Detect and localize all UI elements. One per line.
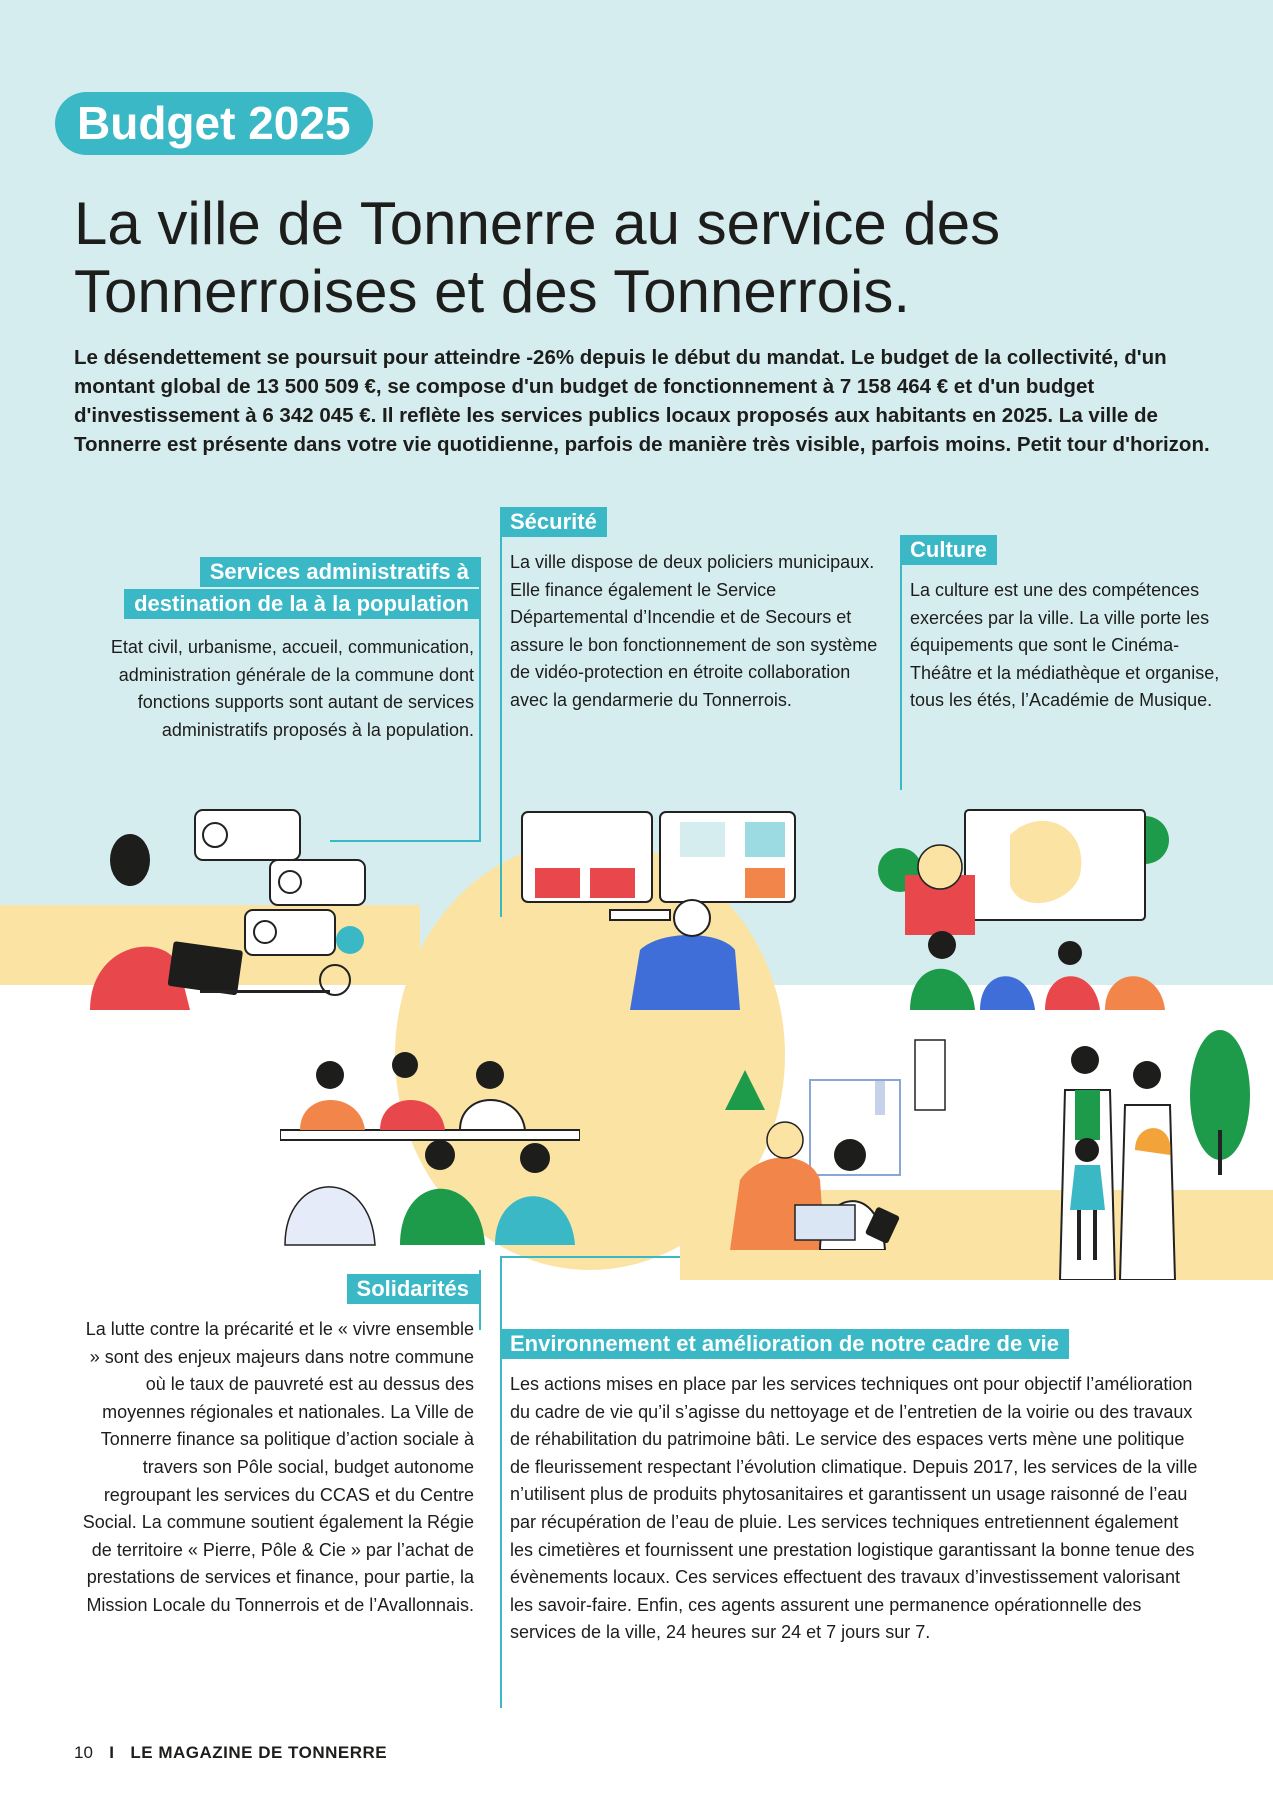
environnement-title: Environnement et amélioration de notre cadre de vie [500, 1329, 1069, 1359]
intro-text-2: , se compose d'un budget de [375, 375, 664, 398]
intro-text-1: Le désendettement se poursuit pour atteindre -26% depuis le début du mandat. Le budget de la collectivité, d'un montant [74, 346, 1167, 398]
intro-text-4: . Il reflète les services publics locaux proposés aux habitants en 2025. La ville de Tonnerre est présente dans votre vie quotidienne, parfois de manière très visible, parfois moins. Petit tour d'horizon. [74, 404, 1210, 456]
solidarites-rule [479, 1270, 481, 1330]
culture-text: La culture est une des compétences exercées par la ville. La ville porte les équipements que sont le Cinéma-Théâtre et la médiathèque et organise, tous les étés, l’Académie de Musique. [910, 580, 1220, 711]
environnement-rule-h [500, 1256, 680, 1258]
intro-bold-investissement: investissement à 6 342 045 € [91, 404, 371, 427]
securite-text: La ville dispose de deux policiers municipaux. Elle finance également le Service Départemental d’Incendie et de Secours et assure le bon fonctionnement de son système de vidéo-protection en étroite collaboration avec la gendarmerie du Tonnerrois. [510, 552, 878, 710]
magazine-name: LE MAGAZINE DE TONNERRE [130, 1743, 388, 1762]
page-footer [74, 1743, 387, 1763]
culture-title: Culture [900, 535, 997, 565]
environnement-illustration [700, 1030, 1000, 1250]
family-illustration [1015, 1030, 1260, 1280]
intro-bold-fonctionnement: fonctionnement à 7 158 464 € [663, 375, 949, 398]
securite-rule [500, 537, 502, 917]
admin-rule [479, 557, 481, 842]
page-title: La ville de Tonnerre au service des Tonnerroises et des Tonnerrois. [74, 190, 1001, 325]
solidarites-text: La lutte contre la précarité et le « vivre ensemble » sont des enjeux majeurs dans notre commune où le taux de pauvreté est au dessus des moyennes régionales et nationales. La Ville de Tonnerre finance sa politique d’action sociale à travers son Pôle social, budget autonome regroupant les services du CCAS et du Centre Social. La commune soutient également la Régie de territoire « Pierre, Pôle & Cie » par l’achat de prestations de services et finance, pour partie, la Mission Locale du Tonnerrois et de l’Avallonnais. [82, 1319, 474, 1615]
admin-text: Etat civil, urbanisme, accueil, communication, administration générale de la commune dont fonctions supports sont autant de services administratifs proposés à la population. [110, 637, 474, 740]
culture-rule [900, 565, 902, 790]
securite-illustration [520, 810, 800, 1010]
page-number: 10 [74, 1743, 93, 1762]
intro-bold-global: global de 13 500 509 € [160, 375, 376, 398]
environnement-text: Les actions mises en place par les services techniques ont pour objectif l’amélioration du cadre de vie qu’il s’agisse du nettoyage et de l’entretien de la voirie ou des travaux de réhabilitation du patrimoine bâti. Le service des espaces verts mène une politique de fleurissement respectant l’évolution climatique. Depuis 2017, les services de la ville n’utilisent plus de produits phytosanitaires et garantissent un usage raisonné de l’eau par récupération de l’eau de pluie. Les services techniques entretiennent également les cimetières et fournissent une prestation logistique garantissant la bonne tenue des évènements locaux. Ces services effectuent des travaux d’investissement valorisant les savoir-faire. Enfin, ces agents assurent une permanence opérationnelle des services de la ville, 24 heures sur 24 et 7 jours sur 7. [510, 1374, 1198, 1643]
budget-badge: Budget 2025 [55, 92, 373, 155]
securite-title: Sécurité [500, 507, 607, 537]
admin-illustration [80, 800, 420, 1015]
footer-separator: I [109, 1743, 115, 1762]
admin-title-line1: Services administratifs à [200, 557, 479, 587]
intro-paragraph [74, 343, 1244, 459]
culture-illustration [870, 805, 1180, 1010]
admin-title-line2: destination de la à la population [124, 589, 479, 619]
solidarites-illustration [280, 1020, 580, 1250]
intro-text-3: et d'un budget d' [74, 375, 1095, 427]
environnement-rule [500, 1258, 502, 1708]
solidarites-title: Solidarités [347, 1274, 479, 1304]
